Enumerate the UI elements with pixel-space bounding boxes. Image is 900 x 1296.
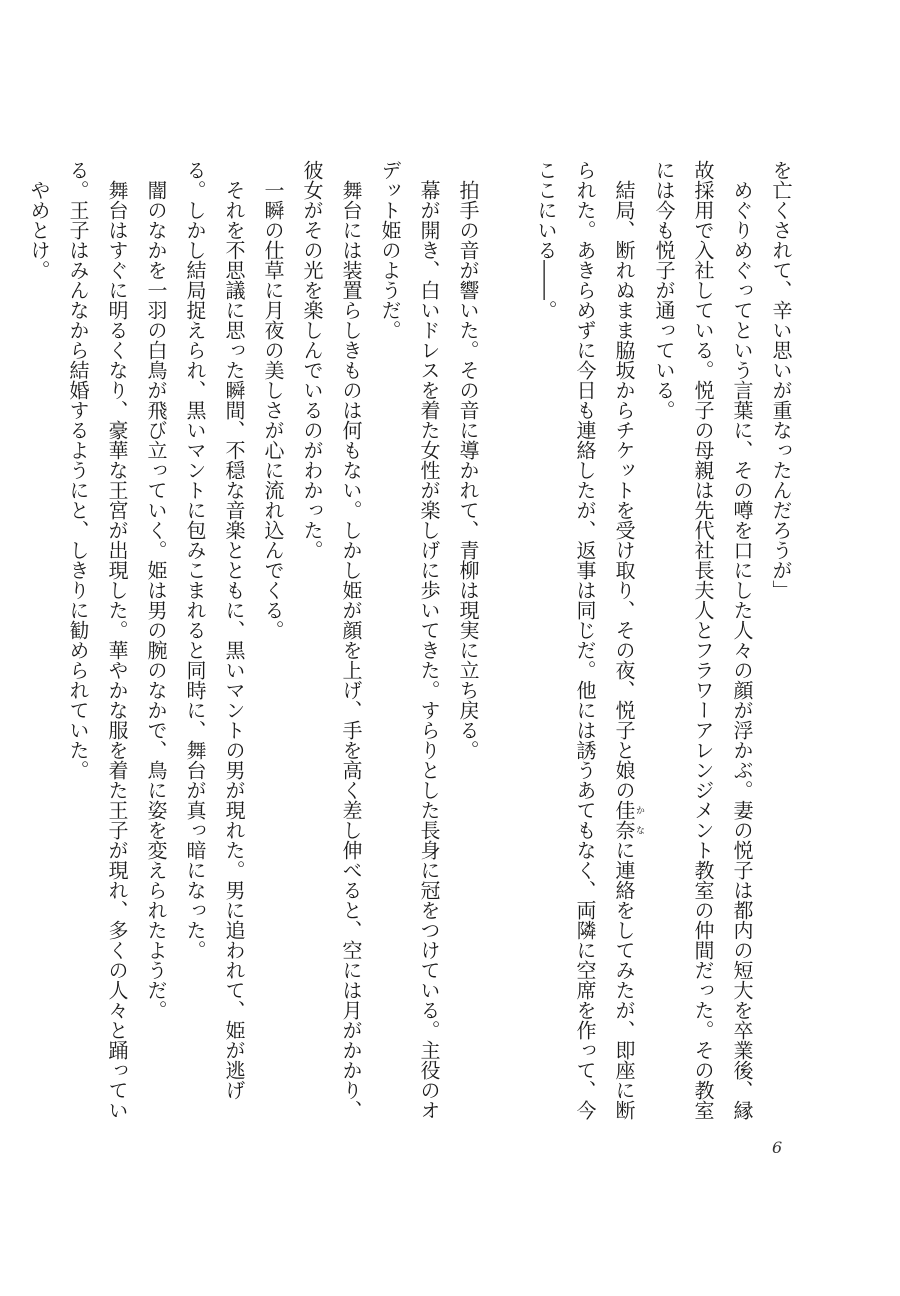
page-number: 6 <box>772 1138 783 1157</box>
paragraph-4: 拍手の音が響いた。その音に導かれて、青柳は現実に立ち戻る。 <box>456 180 480 760</box>
paragraph-3-part-2: に連絡をしてみたが、即座に断られた。あきらめずに今日も連絡したが、返事は同じだ。他には誘うあてもなく、両隣に空席を作って、今ここにいる――。 <box>534 160 636 1120</box>
paragraph-8: それを不思議に思った瞬間、不穏な音楽とともに、黒いマントの男が現れた。男に追われて、姫が逃げる。しかし結局捉えられ、黒いマントに包みこまれると同時に、舞台が真っ暗になった。 <box>183 160 246 1100</box>
paragraph-9: 闇のなかを一羽の白鳥が飛び立っていく。姫は男の腕のなかで、鳥に姿を変えられたようだ。 <box>144 180 168 1020</box>
paragraph-3-part-1: 結局、断れぬまま脇坂からチケットを受け取り、その夜、悦子と娘の <box>612 180 636 800</box>
paragraph-7: 一瞬の仕草に月夜の美しさが心に流れ込んでくる。 <box>261 180 285 640</box>
paragraph-2: めぐりめぐってという言葉に、その噂を口にした人々の顔が浮かぶ。妻の悦子は都内の短大を卒業後、縁故採用で入社している。悦子の母親は先代社長夫人とフラワーアレンジメント教室の仲間だった。その教室には今も悦子が通っている。 <box>652 160 754 1120</box>
paragraph-11: やめとけ。 <box>27 180 51 280</box>
ruby-base: 佳奈 <box>612 800 636 840</box>
paragraph-6: 舞台には装置らしきものは何もない。しかし姫が顔を上げ、手を高く差し伸べると、空には月がかかり、彼女がその光を楽しんでいるのがわかった。 <box>300 160 363 1120</box>
paragraph-1: を亡くされて、辛い思いが重なったんだろうが」 <box>769 160 793 600</box>
paragraph-10: 舞台はすぐに明るくなり、豪華な王宮が出現した。華やかな服を着た王子が現れ、多くの人々と踊っている。王子はみんなから結婚するようにと、しきりに勧められていた。 <box>66 160 129 1120</box>
paragraph-3 <box>526 160 644 1120</box>
vertical-text-body <box>27 160 800 1120</box>
scene-break <box>487 160 526 1120</box>
ruby-kana <box>612 800 644 840</box>
paragraph-5: 幕が開き、白いドレスを着た女性が楽しげに歩いてきた。すらりとした長身に冠をつけている。主役のオデット姫のようだ。 <box>378 160 441 1120</box>
ruby-reading: かな <box>634 800 644 840</box>
